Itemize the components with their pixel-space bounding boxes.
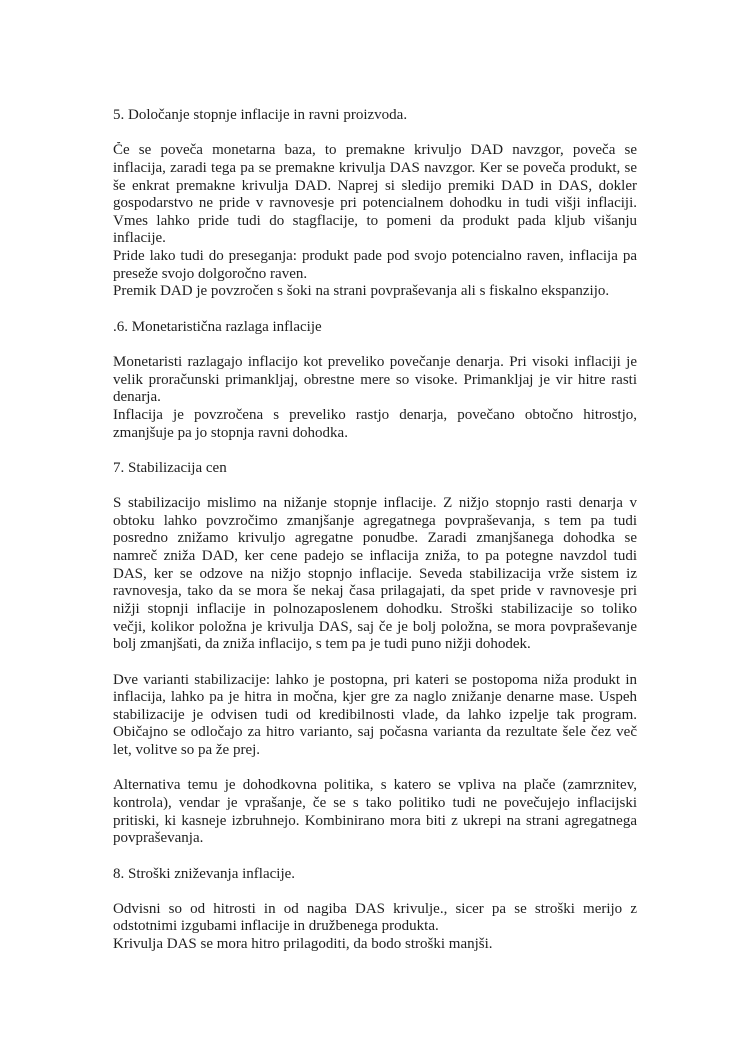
text-line: zmanjšuje pa jo stopnja ravni dohodka. bbox=[113, 424, 348, 441]
text-line: DAS, ker se odzove na nižjo stopnjo inflacije. Seveda stabilizacija vrže sistem iz bbox=[113, 565, 637, 582]
section-5-paragraph-2 bbox=[113, 248, 637, 283]
text-line: Pride lako tudi do preseganja: produkt pade pod svojo potencialno raven, inflacija pa bbox=[113, 248, 637, 265]
text-line: Krivulja DAS se mora hitro prilagoditi, da bodo stroški manjši. bbox=[113, 936, 493, 953]
text-line: večji, kolikor položna je krivulja DAS, saj če je bolj položna, se mora povpraševanje bbox=[113, 618, 637, 635]
text-line: let, volitve so pa že prej. bbox=[113, 742, 261, 759]
section-7-paragraph-2 bbox=[113, 672, 637, 760]
text-line: velik proračunski primankljaj, obrestne mere so visoke. Primankljaj je vir hitre rasti bbox=[113, 371, 637, 388]
text-line: Odvisni so od hitrosti in od nagiba DAS krivulje., sicer pa se stroški merijo z bbox=[113, 900, 637, 917]
text-line: inflacija, zaradi tega pa se premakne krivulja DAS navzgor. Ker se poveča produkt, se bbox=[113, 159, 637, 176]
section-6-paragraph-1 bbox=[113, 354, 637, 407]
text-line: Inflacija je povzročena s preveliko rastjo denarja, povečano obtočno hitrostjo, bbox=[113, 406, 637, 423]
section-5-paragraph-3 bbox=[113, 283, 637, 301]
text-line: nižji stopnji inflacije in polnozaposlenem dohodku. Stroški stabilizacije so toliko bbox=[113, 600, 637, 617]
text-line: Premik DAD je povzročen s šoki na strani povpraševanja ali s fiskalno ekspanzijo. bbox=[113, 283, 610, 300]
section-7-paragraph-3 bbox=[113, 777, 637, 848]
text-line: Alternativa temu je dohodkovna politika, s katero se vpliva na plače (zamrznitev, bbox=[113, 777, 637, 794]
text-line: denarja. bbox=[113, 389, 161, 406]
section-5-heading: 5. Določanje stopnje inflacije in ravni proizvoda. bbox=[113, 107, 408, 123]
text-line: Če se poveča monetarna baza, to premakne krivuljo DAD navzgor, poveča se bbox=[113, 142, 637, 159]
text-line: še enkrat premakne krivulja DAD. Naprej si sledijo premiki DAD in DAS, dokler bbox=[113, 177, 637, 194]
blank-line bbox=[113, 883, 637, 901]
text-line: odstotnimi izgubami inflacije in družbenega produkta. bbox=[113, 918, 439, 935]
blank-line bbox=[113, 301, 637, 319]
blank-line bbox=[113, 125, 637, 143]
text-line: stabilizacije je odvisen tudi od kredibilnosti vlade, da lahko izpelje tak program. bbox=[113, 706, 637, 723]
text-line: posredno znižamo krivuljo agregatne ponudbe. Zaradi zmanjšanega dohodka se bbox=[113, 530, 637, 547]
text-line: inflacije. bbox=[113, 230, 166, 247]
section-5-paragraph-1 bbox=[113, 142, 637, 248]
text-line: povpraševanja. bbox=[113, 830, 204, 847]
text-line: obtoku lahko povzročimo zmanjšanje agregatnega povpraševanja, s tem pa tudi bbox=[113, 512, 637, 529]
text-line: Običajno se odločajo za hitro varianto, saj počasna varianta da rezultate šele čez več bbox=[113, 724, 637, 741]
text-line: Monetaristi razlagajo inflacijo kot preveliko povečanje denarja. Pri visoki inflaciji je bbox=[113, 353, 637, 370]
section-8-heading: 8. Stroški zniževanja inflacije. bbox=[113, 865, 296, 882]
blank-line bbox=[113, 442, 637, 460]
document-content bbox=[113, 107, 637, 954]
text-line: ravnovesja, tako da se mora še nekaj časa prilagajati, da spet pride v ravnovesje pri bbox=[113, 583, 637, 600]
text-line: Vmes lahko pride tudi do stagflacije, to pomeni da produkt pada kljub višanju bbox=[113, 212, 637, 229]
blank-line bbox=[113, 654, 637, 672]
blank-line bbox=[113, 848, 637, 866]
blank-line bbox=[113, 477, 637, 495]
section-7-paragraph-1 bbox=[113, 495, 637, 654]
blank-line bbox=[113, 336, 637, 354]
text-line: inflacija, lahko pa je hitra in močna, kjer gre za naglo znižanje denarne mase. Uspeh bbox=[113, 689, 637, 706]
text-line: bolj zmanjšati, da zniža inflacijo, s tem pa je tudi puno nižji dohodek. bbox=[113, 636, 531, 653]
section-6-paragraph-2 bbox=[113, 407, 637, 442]
text-line: namreč zniža DAD, ker cene padejo se inflacija zniža, to pa potegne navzdol tudi bbox=[113, 548, 637, 565]
text-line: gospodarstvo ne pride v ravnovesje pri potencialnem dohodku in tudi višji inflaciji. bbox=[113, 195, 637, 212]
text-line: Dve varianti stabilizacije: lahko je postopna, pri kateri se postopoma niža produkt in bbox=[113, 671, 637, 688]
text-line: S stabilizacijo mislimo na nižanje stopnje inflacije. Z nižjo stopnjo rasti denarja v bbox=[113, 495, 637, 512]
section-8-paragraph-1 bbox=[113, 901, 637, 936]
blank-line bbox=[113, 760, 637, 778]
text-line: pritiski, ki kasneje izbruhnejo. Kombinirano mora biti z ukrepi na strani agregatnega bbox=[113, 812, 637, 829]
section-6-heading: .6. Monetaristična razlaga inflacije bbox=[113, 318, 322, 335]
section-7-heading: 7. Stabilizacija cen bbox=[113, 459, 227, 476]
text-line: kontrola), vendar je vprašanje, če se s tako politiko tudi ne povečujejo inflacijski bbox=[113, 794, 637, 811]
section-8-paragraph-2 bbox=[113, 936, 637, 954]
text-line: preseže svojo dolgoročno raven. bbox=[113, 265, 308, 282]
